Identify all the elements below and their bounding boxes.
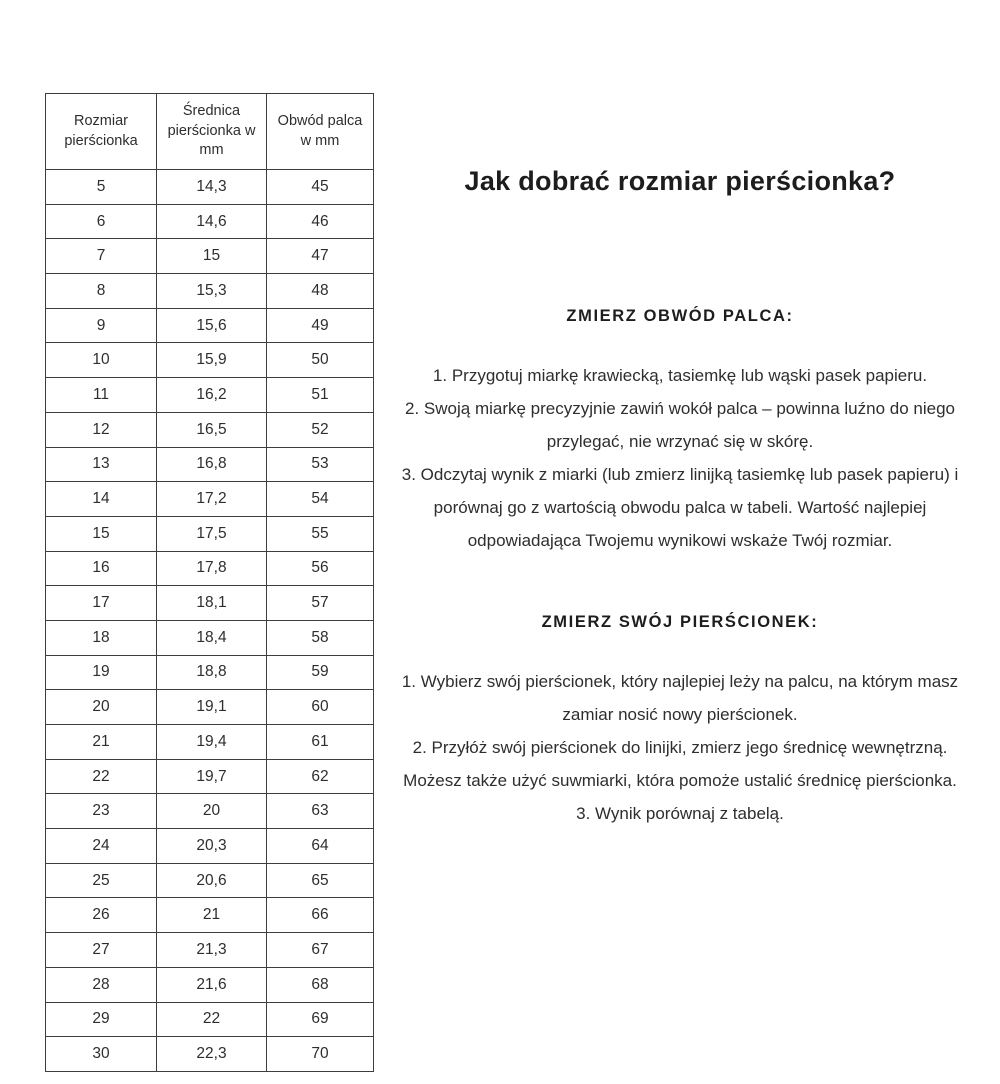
- instruction-step: 3. Wynik porównaj z tabelą.: [576, 804, 784, 823]
- table-cell: 47: [267, 239, 374, 274]
- table-row: [46, 863, 374, 898]
- instruction-list-measure-finger: [393, 359, 967, 557]
- table-cell: 20: [46, 690, 157, 725]
- table-cell: 21: [157, 898, 267, 933]
- table-row: [46, 551, 374, 586]
- table-cell: 10: [46, 343, 157, 378]
- table-body: [46, 170, 374, 1072]
- table-cell: 15,9: [157, 343, 267, 378]
- table-cell: 70: [267, 1037, 374, 1072]
- table-row: [46, 967, 374, 1002]
- table-cell: 24: [46, 829, 157, 864]
- table-cell: 7: [46, 239, 157, 274]
- table-cell: 17,8: [157, 551, 267, 586]
- table-row: [46, 1002, 374, 1037]
- table-cell: 16,8: [157, 447, 267, 482]
- table-cell: 25: [46, 863, 157, 898]
- table-cell: 19,1: [157, 690, 267, 725]
- table-row: [46, 898, 374, 933]
- instruction-step: 1. Wybierz swój pierścionek, który najlepiej leży na palcu, na którym masz zamiar nosić nowy pierścionek.: [401, 672, 959, 724]
- table-cell: 21: [46, 725, 157, 760]
- table-row: [46, 586, 374, 621]
- section-measure-ring: [393, 613, 967, 830]
- table-cell: 54: [267, 482, 374, 517]
- table-cell: 19: [46, 655, 157, 690]
- table-cell: 15,3: [157, 274, 267, 309]
- table-cell: 15: [157, 239, 267, 274]
- table-cell: 14,6: [157, 204, 267, 239]
- table-cell: 16: [46, 551, 157, 586]
- instruction-step: 3. Odczytaj wynik z miarki (lub zmierz linijką tasiemkę lub pasek papieru) i porównaj go z wartością obwodu palca w tabeli. Wartość najlepiej odpowiadająca Twojemu wynikowi wskaże Twój rozmiar.: [401, 465, 959, 550]
- table-row: [46, 412, 374, 447]
- table-row: [46, 725, 374, 760]
- section-heading-measure-finger: ZMIERZ OBWÓD PALCA:: [566, 307, 794, 325]
- table-cell: 45: [267, 170, 374, 205]
- ring-size-table: [45, 93, 374, 1072]
- table-cell: 21,6: [157, 967, 267, 1002]
- table-cell: 46: [267, 204, 374, 239]
- table-cell: 61: [267, 725, 374, 760]
- table-cell: 12: [46, 412, 157, 447]
- table-cell: 48: [267, 274, 374, 309]
- column-header-ring-size: Rozmiar pierścionka: [46, 94, 157, 170]
- table-cell: 68: [267, 967, 374, 1002]
- table-cell: 9: [46, 308, 157, 343]
- table-row: [46, 516, 374, 551]
- table-cell: 28: [46, 967, 157, 1002]
- table-cell: 55: [267, 516, 374, 551]
- table-cell: 56: [267, 551, 374, 586]
- table-cell: 22,3: [157, 1037, 267, 1072]
- table-header-row: [46, 94, 374, 170]
- table-cell: 18,4: [157, 620, 267, 655]
- table-cell: 58: [267, 620, 374, 655]
- column-header-finger-circumference: Obwód palca w mm: [267, 94, 374, 170]
- table-cell: 20: [157, 794, 267, 829]
- table-cell: 20,3: [157, 829, 267, 864]
- table-cell: 30: [46, 1037, 157, 1072]
- table-cell: 18,1: [157, 586, 267, 621]
- table-cell: 17,2: [157, 482, 267, 517]
- table-cell: 53: [267, 447, 374, 482]
- table-row: [46, 274, 374, 309]
- table-cell: 52: [267, 412, 374, 447]
- table-cell: 6: [46, 204, 157, 239]
- table-cell: 51: [267, 378, 374, 413]
- table-cell: 16,2: [157, 378, 267, 413]
- table-row: [46, 655, 374, 690]
- table-row: [46, 759, 374, 794]
- table-cell: 69: [267, 1002, 374, 1037]
- table-cell: 57: [267, 586, 374, 621]
- table-cell: 29: [46, 1002, 157, 1037]
- table-row: [46, 239, 374, 274]
- table-row: [46, 378, 374, 413]
- table-cell: 16,5: [157, 412, 267, 447]
- table-cell: 18,8: [157, 655, 267, 690]
- table-cell: 22: [46, 759, 157, 794]
- instructions-panel: [393, 166, 967, 886]
- section-heading-measure-ring: ZMIERZ SWÓJ PIERŚCIONEK:: [541, 613, 819, 631]
- table-cell: 64: [267, 829, 374, 864]
- table-row: [46, 308, 374, 343]
- table-row: [46, 620, 374, 655]
- table-cell: 15,6: [157, 308, 267, 343]
- table-cell: 22: [157, 1002, 267, 1037]
- table-row: [46, 690, 374, 725]
- table-cell: 67: [267, 933, 374, 968]
- table-cell: 62: [267, 759, 374, 794]
- table-cell: 59: [267, 655, 374, 690]
- table-cell: 20,6: [157, 863, 267, 898]
- table-cell: 11: [46, 378, 157, 413]
- column-header-ring-diameter: Średnica pierścionka w mm: [157, 94, 267, 170]
- instruction-step: 1. Przygotuj miarkę krawiecką, tasiemkę lub wąski pasek papieru.: [432, 366, 928, 385]
- table-row: [46, 933, 374, 968]
- table-row: [46, 447, 374, 482]
- table-row: [46, 170, 374, 205]
- table-header: [46, 94, 374, 170]
- table-row: [46, 343, 374, 378]
- instruction-step: 2. Swoją miarkę precyzyjnie zawiń wokół palca – powinna luźno do niego przylegać, nie wrzynać się w skórę.: [405, 399, 955, 451]
- page-title: Jak dobrać rozmiar pierścionka?: [464, 166, 896, 196]
- table-cell: 5: [46, 170, 157, 205]
- table-cell: 13: [46, 447, 157, 482]
- table-cell: 15: [46, 516, 157, 551]
- table-cell: 26: [46, 898, 157, 933]
- table-cell: 65: [267, 863, 374, 898]
- table-cell: 23: [46, 794, 157, 829]
- table-cell: 49: [267, 308, 374, 343]
- table-cell: 17: [46, 586, 157, 621]
- table-row: [46, 204, 374, 239]
- table-cell: 50: [267, 343, 374, 378]
- instruction-step: 2. Przyłóż swój pierścionek do linijki, zmierz jego średnicę wewnętrzną. Możesz także użyć suwmiarki, która pomoże ustalić średnicę pierścionka.: [403, 738, 957, 790]
- table-cell: 14: [46, 482, 157, 517]
- table-cell: 17,5: [157, 516, 267, 551]
- table-cell: 60: [267, 690, 374, 725]
- table-cell: 63: [267, 794, 374, 829]
- table-row: [46, 482, 374, 517]
- table-row: [46, 794, 374, 829]
- table-row: [46, 1037, 374, 1072]
- table-cell: 14,3: [157, 170, 267, 205]
- table-cell: 27: [46, 933, 157, 968]
- table-cell: 21,3: [157, 933, 267, 968]
- table-cell: 18: [46, 620, 157, 655]
- instruction-list-measure-ring: [393, 665, 967, 830]
- table-cell: 19,4: [157, 725, 267, 760]
- table-row: [46, 829, 374, 864]
- table-cell: 8: [46, 274, 157, 309]
- table-cell: 66: [267, 898, 374, 933]
- table-cell: 19,7: [157, 759, 267, 794]
- section-measure-finger: [393, 307, 967, 557]
